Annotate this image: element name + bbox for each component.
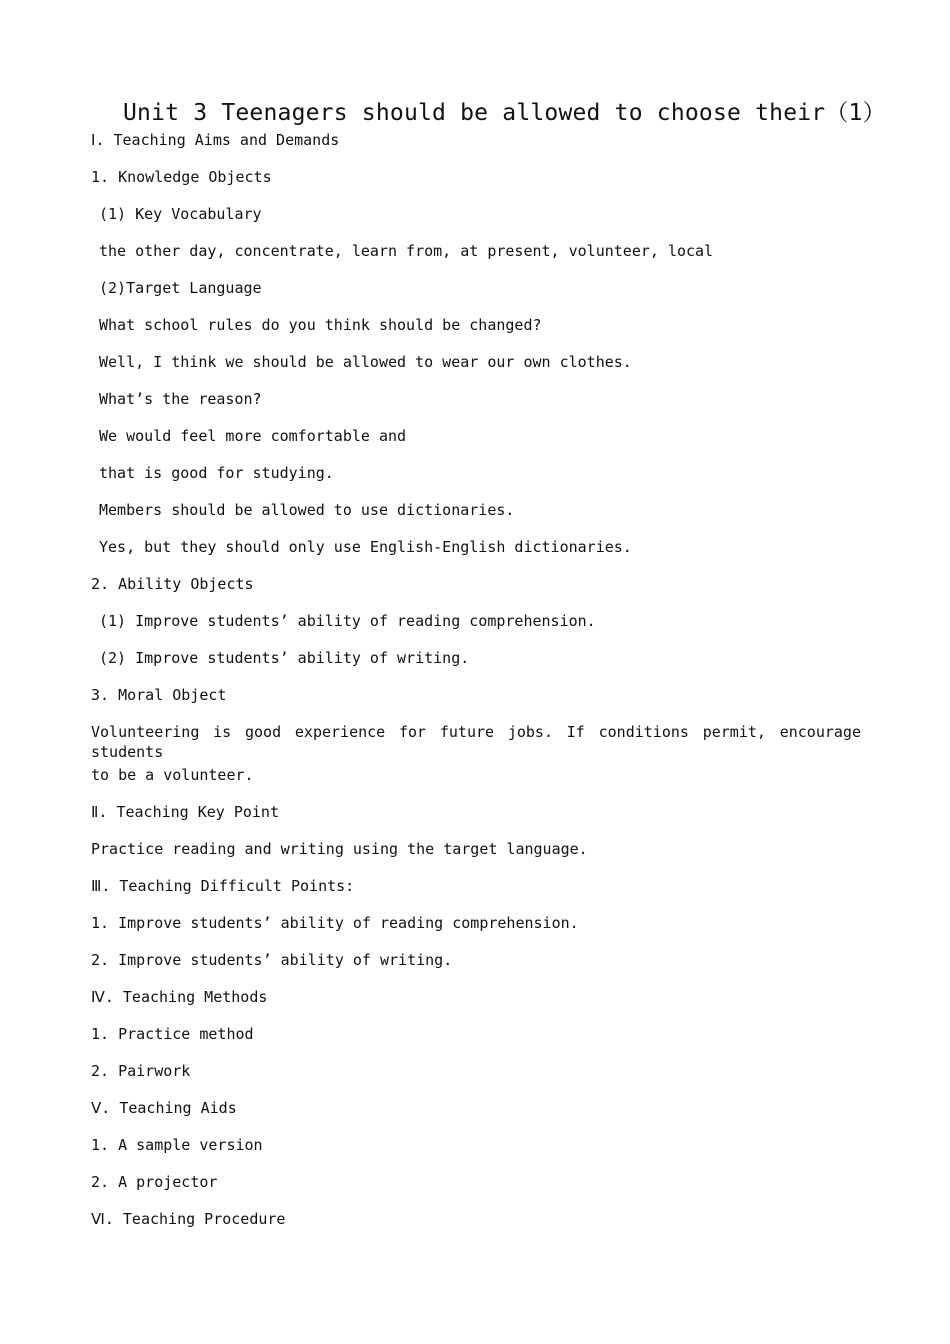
target-language-line: Yes, but they should only use English-English dictionaries.	[99, 538, 632, 556]
section-heading-difficult-points: Ⅲ. Teaching Difficult Points:	[91, 877, 355, 895]
subheading-key-vocabulary: (1) Key Vocabulary	[99, 205, 262, 223]
target-language-line: We would feel more comfortable and	[99, 427, 407, 445]
target-language-line: that is good for studying.	[99, 464, 334, 482]
target-language-line: Well, I think we should be allowed to wear our own clothes.	[99, 353, 632, 371]
target-language-line: Members should be allowed to use dictionaries.	[99, 501, 515, 519]
key-point-text: Practice reading and writing using the target language.	[91, 840, 588, 858]
section-heading-aims: Ⅰ. Teaching Aims and Demands	[91, 131, 340, 149]
difficult-point-item: 1. Improve students’ ability of reading comprehension.	[91, 914, 579, 932]
aid-item: 1. A sample version	[91, 1136, 263, 1154]
section-heading-procedure: Ⅵ. Teaching Procedure	[91, 1210, 286, 1228]
method-item: 2. Pairwork	[91, 1062, 191, 1080]
section-heading-key-point: Ⅱ. Teaching Key Point	[91, 803, 279, 821]
section-heading-aids: Ⅴ. Teaching Aids	[91, 1099, 237, 1117]
subheading-knowledge-objects: 1. Knowledge Objects	[91, 168, 272, 186]
moral-object-text: Volunteering is good experience for future jobs. If conditions permit, encourage students	[91, 723, 861, 761]
moral-object-text-continued: to be a volunteer.	[91, 766, 254, 784]
ability-item: (2) Improve students’ ability of writing.	[99, 649, 470, 667]
subheading-ability-objects: 2. Ability Objects	[91, 575, 254, 593]
aid-item: 2. A projector	[91, 1173, 218, 1191]
ability-item: (1) Improve students’ ability of reading comprehension.	[99, 612, 596, 630]
document-title: Unit 3 Teenagers should be allowed to choose their（1）	[123, 100, 886, 126]
subheading-target-language: (2)Target Language	[99, 279, 262, 297]
section-heading-methods: Ⅳ. Teaching Methods	[91, 988, 268, 1006]
difficult-point-item: 2. Improve students’ ability of writing.	[91, 951, 453, 969]
subheading-moral-object: 3. Moral Object	[91, 686, 227, 704]
target-language-line: What’s the reason?	[99, 390, 262, 408]
method-item: 1. Practice method	[91, 1025, 254, 1043]
target-language-line: What school rules do you think should be changed?	[99, 316, 542, 334]
vocabulary-list: the other day, concentrate, learn from, at present, volunteer, local	[99, 242, 714, 260]
